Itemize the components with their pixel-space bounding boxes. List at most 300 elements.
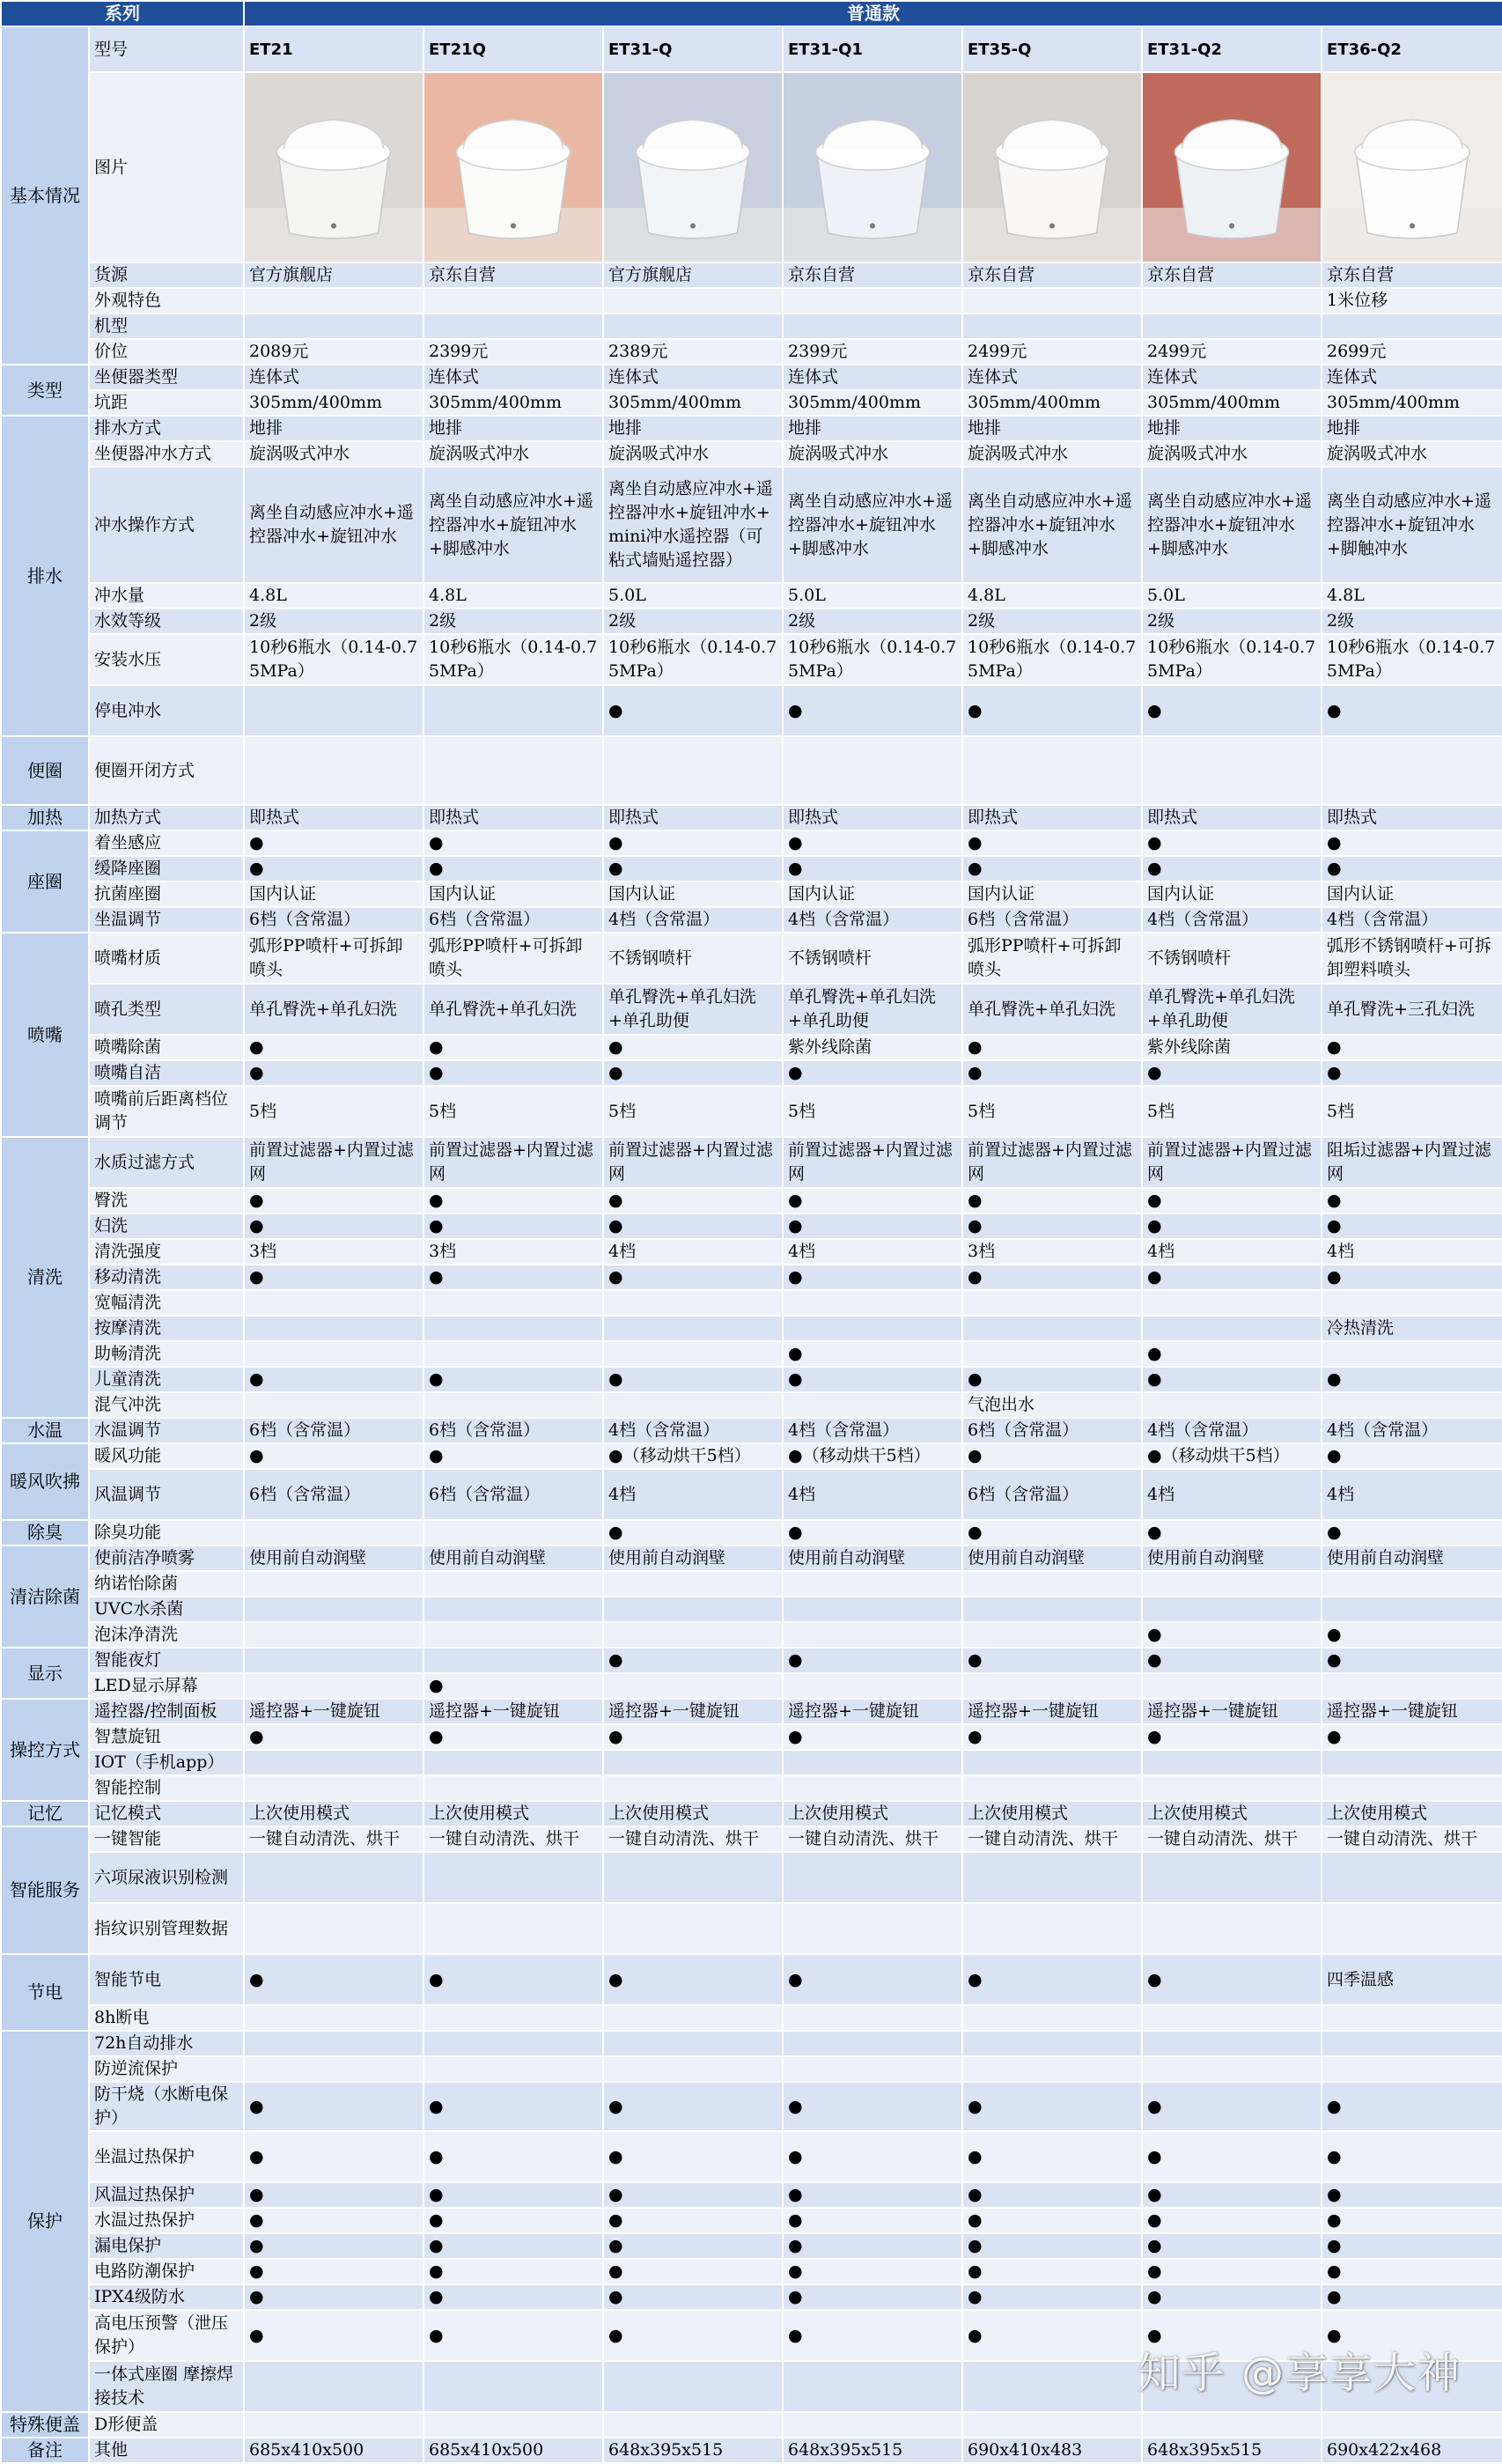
table-cell: [783, 736, 962, 805]
group-label: 排水: [1, 416, 89, 736]
table-row: [1, 1214, 1502, 1239]
available-dot: ●: [603, 1265, 783, 1290]
table-cell: 2389元: [603, 339, 783, 365]
available-dot: ●: [1322, 830, 1502, 856]
table-cell: 4档: [1142, 1469, 1322, 1520]
table-cell: 前置过滤器+内置过滤网: [423, 1137, 603, 1188]
available-dot: ●: [423, 1443, 603, 1469]
available-dot: ●: [1322, 1648, 1502, 1673]
table-cell: [423, 2031, 603, 2056]
table-cell: 离坐自动感应冲水+遥控器冲水+旋钮冲水+脚感冲水: [423, 467, 603, 583]
table-cell: [1142, 1775, 1322, 1801]
group-label: 便圈: [1, 736, 89, 805]
available-dot: ●: [962, 2131, 1142, 2182]
table-cell: 上次使用模式: [1322, 1801, 1502, 1826]
row-label: 喷嘴材质: [89, 933, 244, 984]
table-cell: [603, 2056, 783, 2082]
table-cell: [783, 1852, 962, 1903]
available-dot: ●: [1142, 2310, 1322, 2361]
table-row: [1, 2412, 1502, 2438]
table-row: [1, 26, 1502, 72]
available-dot: ●: [603, 2284, 783, 2310]
table-cell: 遥控器+一键旋钮: [1322, 1699, 1502, 1724]
table-cell: [1142, 314, 1322, 339]
table-cell: [603, 288, 783, 314]
table-cell: 2级: [423, 609, 603, 634]
table-cell: 648x395x515: [1142, 2438, 1322, 2463]
available-dot: ●: [1142, 1060, 1322, 1086]
table-cell: 地排: [783, 416, 962, 441]
row-label: 宽幅清洗: [89, 1290, 244, 1316]
table-cell: [783, 1290, 962, 1316]
table-cell: 离坐自动感应冲水+遥控器冲水+旋钮冲水: [244, 467, 423, 583]
row-label: 型号: [89, 26, 244, 72]
table-row: [1, 984, 1502, 1035]
table-cell: [1142, 1316, 1322, 1341]
available-dot: ●: [423, 2182, 603, 2208]
table-cell: [1142, 1673, 1322, 1699]
row-label: 冲水操作方式: [89, 467, 244, 583]
table-cell: 京东自营: [962, 262, 1142, 288]
available-dot: ●: [244, 2284, 423, 2310]
table-cell: [1322, 1571, 1502, 1597]
available-dot: ●: [962, 1724, 1142, 1750]
table-cell: 即热式: [603, 805, 783, 830]
group-label: 喷嘴: [1, 933, 89, 1137]
available-dot: ●: [1142, 1188, 1322, 1214]
table-cell: 5档: [962, 1086, 1142, 1137]
available-dot: ●: [1322, 2310, 1502, 2361]
toilet-icon: [963, 73, 1141, 262]
table-cell: 上次使用模式: [783, 1801, 962, 1826]
available-dot: ●: [1322, 2182, 1502, 2208]
available-dot: ●: [244, 830, 423, 856]
row-label: 按摩清洗: [89, 1316, 244, 1341]
table-cell: [603, 1597, 783, 1622]
table-cell: 离坐自动感应冲水+遥控器冲水+旋钮冲水+脚感冲水: [1142, 467, 1322, 583]
table-row: [1, 736, 1502, 805]
table-cell: [962, 1852, 1142, 1903]
table-row: [1, 467, 1502, 583]
table-cell: [244, 288, 423, 314]
available-dot: ●: [783, 2182, 962, 2208]
table-cell: [1142, 2056, 1322, 2082]
row-label: 货源: [89, 262, 244, 288]
table-cell: [423, 1571, 603, 1597]
table-cell: 6档（含常温）: [423, 1418, 603, 1443]
table-cell: [603, 2361, 783, 2412]
group-label: 操控方式: [1, 1699, 89, 1801]
available-dot: ●: [603, 1188, 783, 1214]
available-dot: ●: [962, 1060, 1142, 1086]
table-row: [1, 365, 1502, 390]
table-cell: 5档: [783, 1086, 962, 1137]
table-cell: 10秒6瓶水（0.14-0.75MPa）: [962, 634, 1142, 685]
table-cell: 5.0L: [783, 583, 962, 609]
available-dot: ●: [603, 1035, 783, 1060]
table-cell: 2级: [962, 609, 1142, 634]
table-cell: [423, 1852, 603, 1903]
watermark: 知乎 @享享大神: [1138, 2349, 1462, 2398]
available-dot: ●: [1142, 2131, 1322, 2182]
table-row: [1, 416, 1502, 441]
table-cell: 上次使用模式: [1142, 1801, 1322, 1826]
table-cell: [244, 1775, 423, 1801]
row-label: 使前洁净喷雾: [89, 1546, 244, 1571]
table-cell: [603, 1903, 783, 1954]
table-cell: 6档（含常温）: [962, 907, 1142, 933]
table-cell: 305mm/400mm: [603, 390, 783, 416]
table-cell: 地排: [962, 416, 1142, 441]
toilet-icon: [1143, 73, 1321, 262]
table-cell: 2089元: [244, 339, 423, 365]
table-cell: [962, 288, 1142, 314]
available-dot: ●: [962, 2310, 1142, 2361]
available-dot: ●: [1142, 2233, 1322, 2259]
row-label: 喷嘴前后距离档位调节: [89, 1086, 244, 1137]
table-row: [1, 1265, 1502, 1290]
toilet-icon: [1322, 73, 1502, 262]
available-dot: ●: [244, 2310, 423, 2361]
table-cell: 3档: [962, 1239, 1142, 1265]
table-row: [1, 2284, 1502, 2310]
table-cell: [1142, 1571, 1322, 1597]
table-cell: [423, 1316, 603, 1341]
table-cell: [1142, 1750, 1322, 1775]
row-label: 移动清洗: [89, 1265, 244, 1290]
table-cell: 不锈钢喷杆: [1142, 933, 1322, 984]
table-cell: 4档（含常温）: [783, 1418, 962, 1443]
table-cell: 遥控器+一键旋钮: [783, 1699, 962, 1724]
group-label: 水温: [1, 1418, 89, 1443]
table-cell: 旋涡吸式冲水: [603, 441, 783, 467]
table-cell: [783, 2056, 962, 2082]
table-cell: 使用前自动润壁: [783, 1546, 962, 1571]
available-dot: ●: [603, 685, 783, 736]
row-label: 一体式座圈 摩擦焊接技术: [89, 2361, 244, 2412]
group-label: 清洗: [1, 1137, 89, 1418]
table-cell: [244, 314, 423, 339]
available-dot: ●: [1142, 830, 1322, 856]
table-cell: 一键自动清洗、烘干: [244, 1826, 423, 1852]
available-dot: ●: [962, 1367, 1142, 1392]
table-cell: 冷热清洗: [1322, 1316, 1502, 1341]
available-dot: ●: [783, 1214, 962, 1239]
table-cell: [244, 1392, 423, 1418]
table-cell: [603, 2005, 783, 2031]
table-cell: [603, 1622, 783, 1648]
table-cell: [1142, 1290, 1322, 1316]
table-cell: 即热式: [962, 805, 1142, 830]
model-name: ET31-Q1: [783, 26, 962, 72]
table-cell: [783, 1316, 962, 1341]
available-dot: ●: [603, 2082, 783, 2131]
table-cell: 单孔臀洗+单孔妇洗+单孔助便: [1142, 984, 1322, 1035]
available-dot: ●: [1142, 1520, 1322, 1546]
available-dot: ●: [423, 1035, 603, 1060]
available-dot: ●: [423, 2259, 603, 2284]
table-cell: [783, 1571, 962, 1597]
product-photo: [1142, 72, 1322, 262]
table-cell: [1322, 1775, 1502, 1801]
available-dot: ●: [423, 1188, 603, 1214]
available-dot: ●: [1322, 2082, 1502, 2131]
table-cell: 京东自营: [1322, 262, 1502, 288]
table-row: [1, 1035, 1502, 1060]
table-cell: 前置过滤器+内置过滤网: [244, 1137, 423, 1188]
table-cell: 使用前自动润壁: [603, 1546, 783, 1571]
table-cell: [783, 2361, 962, 2412]
table-cell: 5.0L: [603, 583, 783, 609]
table-cell: 连体式: [783, 365, 962, 390]
table-cell: [423, 1520, 603, 1546]
table-cell: 地排: [1322, 416, 1502, 441]
table-cell: 6档（含常温）: [962, 1469, 1142, 1520]
row-label: 72h自动排水: [89, 2031, 244, 2056]
model-name: ET31-Q: [603, 26, 783, 72]
available-dot: ●: [244, 1060, 423, 1086]
table-row: [1, 1852, 1502, 1903]
table-cell: [962, 2031, 1142, 2056]
table-cell: 5档: [1142, 1086, 1322, 1137]
row-label: 智能夜灯: [89, 1648, 244, 1673]
table-cell: [423, 1392, 603, 1418]
table-cell: [423, 2056, 603, 2082]
table-cell: 前置过滤器+内置过滤网: [962, 1137, 1142, 1188]
available-dot: ●: [603, 2182, 783, 2208]
table-row: [1, 856, 1502, 882]
table-cell: 连体式: [962, 365, 1142, 390]
available-dot: ●: [962, 1648, 1142, 1673]
available-dot: ●: [244, 2259, 423, 2284]
table-cell: [603, 1673, 783, 1699]
available-dot: ●: [603, 2310, 783, 2361]
table-row: [1, 390, 1502, 416]
table-row: [1, 2310, 1502, 2361]
available-dot: ●: [962, 1214, 1142, 1239]
table-cell: [603, 1316, 783, 1341]
table-cell: [244, 1673, 423, 1699]
row-label: 冲水量: [89, 583, 244, 609]
table-row: [1, 1597, 1502, 1622]
table-cell: [603, 1750, 783, 1775]
available-dot: ●: [1322, 1520, 1502, 1546]
row-label: 风温过热保护: [89, 2182, 244, 2208]
table-cell: [783, 288, 962, 314]
row-label: 一键智能: [89, 1826, 244, 1852]
available-dot: ●: [1322, 1060, 1502, 1086]
available-dot: ●: [1322, 1035, 1502, 1060]
available-dot: ●: [1322, 1188, 1502, 1214]
available-dot: ●: [1142, 685, 1322, 736]
table-cell: [1322, 1290, 1502, 1316]
available-dot: ●: [783, 1724, 962, 1750]
group-label: 基本情况: [1, 26, 89, 365]
table-cell: ●（移动烘干5档）: [783, 1443, 962, 1469]
table-body: [1, 26, 1502, 2463]
row-label: 助畅清洗: [89, 1341, 244, 1367]
table-cell: [244, 1852, 423, 1903]
table-cell: 一键自动清洗、烘干: [603, 1826, 783, 1852]
table-cell: [603, 2412, 783, 2438]
available-dot: ●: [423, 1060, 603, 1086]
table-cell: 685x410x500: [423, 2438, 603, 2463]
table-cell: [423, 685, 603, 736]
available-dot: ●: [1142, 1622, 1322, 1648]
table-row: [1, 1571, 1502, 1597]
row-label: 水质过滤方式: [89, 1137, 244, 1188]
table-cell: [1322, 1673, 1502, 1699]
row-label: 纳诺怡除菌: [89, 1571, 244, 1597]
available-dot: ●: [423, 2284, 603, 2310]
available-dot: ●: [603, 2208, 783, 2233]
row-label: 防干烧（水断电保护）: [89, 2082, 244, 2131]
table-cell: 地排: [603, 416, 783, 441]
table-cell: 305mm/400mm: [1322, 390, 1502, 416]
model-name: ET21: [244, 26, 423, 72]
table-cell: 上次使用模式: [962, 1801, 1142, 1826]
table-cell: 使用前自动润壁: [423, 1546, 603, 1571]
row-label: 高电压预警（泄压保护）: [89, 2310, 244, 2361]
available-dot: ●: [603, 1954, 783, 2005]
table-cell: [962, 1673, 1142, 1699]
available-dot: ●: [423, 1724, 603, 1750]
table-cell: [962, 2005, 1142, 2031]
table-row: [1, 634, 1502, 685]
available-dot: ●: [1322, 1443, 1502, 1469]
table-cell: [783, 1622, 962, 1648]
available-dot: ●: [783, 2310, 962, 2361]
available-dot: ●: [244, 2082, 423, 2131]
table-cell: 2级: [1322, 609, 1502, 634]
table-row: [1, 314, 1502, 339]
table-cell: [423, 1622, 603, 1648]
table-cell: [423, 1341, 603, 1367]
row-label: 缓降座圈: [89, 856, 244, 882]
table-cell: 阻垢过滤器+内置过滤网: [1322, 1137, 1502, 1188]
table-cell: [244, 2412, 423, 2438]
table-cell: [962, 1316, 1142, 1341]
table-cell: ●（移动烘干5档）: [1142, 1443, 1322, 1469]
available-dot: ●: [1142, 1724, 1322, 1750]
table-cell: 10秒6瓶水（0.14-0.75MPa）: [1322, 634, 1502, 685]
available-dot: ●: [783, 2208, 962, 2233]
available-dot: ●: [423, 830, 603, 856]
table-row: [1, 805, 1502, 830]
row-label: 坑距: [89, 390, 244, 416]
table-cell: 即热式: [1142, 805, 1322, 830]
group-label: 记忆: [1, 1801, 89, 1826]
table-cell: [423, 314, 603, 339]
table-cell: 4档: [1142, 1239, 1322, 1265]
table-cell: 遥控器+一键旋钮: [1142, 1699, 1322, 1724]
available-dot: ●: [1142, 2208, 1322, 2233]
table-cell: [783, 1597, 962, 1622]
row-label: 混气冲洗: [89, 1392, 244, 1418]
row-label: 清洗强度: [89, 1239, 244, 1265]
table-cell: [244, 1622, 423, 1648]
table-cell: [244, 1520, 423, 1546]
table-cell: [1322, 2056, 1502, 2082]
available-dot: ●: [603, 856, 783, 882]
available-dot: ●: [1322, 2233, 1502, 2259]
table-cell: 10秒6瓶水（0.14-0.75MPa）: [423, 634, 603, 685]
available-dot: ●: [1322, 856, 1502, 882]
table-cell: [423, 1597, 603, 1622]
table-cell: 648x395x515: [603, 2438, 783, 2463]
row-label: 六项尿液识别检测: [89, 1852, 244, 1903]
available-dot: ●: [423, 1265, 603, 1290]
table-row: [1, 2082, 1502, 2131]
table-row: [1, 583, 1502, 609]
row-label: 水温调节: [89, 1418, 244, 1443]
available-dot: ●: [962, 2233, 1142, 2259]
table-cell: [244, 1290, 423, 1316]
available-dot: ●: [244, 2131, 423, 2182]
table-cell: 旋涡吸式冲水: [1142, 441, 1322, 467]
table-row: [1, 2182, 1502, 2208]
available-dot: ●: [244, 1367, 423, 1392]
available-dot: ●: [1142, 1648, 1322, 1673]
row-label: 智能节电: [89, 1954, 244, 2005]
row-label: 风温调节: [89, 1469, 244, 1520]
model-name: ET36-Q2: [1322, 26, 1502, 72]
available-dot: ●: [962, 1954, 1142, 2005]
table-row: [1, 2361, 1502, 2412]
table-cell: 上次使用模式: [244, 1801, 423, 1826]
available-dot: ●: [1142, 1265, 1322, 1290]
available-dot: ●: [783, 1648, 962, 1673]
table-cell: [423, 1290, 603, 1316]
table-cell: 10秒6瓶水（0.14-0.75MPa）: [783, 634, 962, 685]
available-dot: ●: [423, 1954, 603, 2005]
row-label: 便圈开闭方式: [89, 736, 244, 805]
table-cell: 一键自动清洗、烘干: [1322, 1826, 1502, 1852]
table-cell: 2399元: [423, 339, 603, 365]
table-cell: [783, 2031, 962, 2056]
table-cell: 国内认证: [1322, 882, 1502, 907]
row-label: 水温过热保护: [89, 2208, 244, 2233]
available-dot: ●: [603, 1724, 783, 1750]
available-dot: ●: [603, 1520, 783, 1546]
available-dot: ●: [244, 2233, 423, 2259]
table-cell: [603, 1571, 783, 1597]
table-cell: 气泡出水: [962, 1392, 1142, 1418]
table-cell: 4档（含常温）: [1142, 907, 1322, 933]
available-dot: ●: [962, 2082, 1142, 2131]
available-dot: ●: [783, 2082, 962, 2131]
available-dot: ●: [962, 1520, 1142, 1546]
available-dot: ●: [783, 2259, 962, 2284]
table-cell: 一键自动清洗、烘干: [783, 1826, 962, 1852]
group-label: 加热: [1, 805, 89, 830]
available-dot: ●: [244, 1265, 423, 1290]
table-cell: 离坐自动感应冲水+遥控器冲水+旋钮冲水+mini冲水遥控器（可粘式墙贴遥控器）: [603, 467, 783, 583]
available-dot: ●: [783, 1341, 962, 1367]
table-cell: [603, 736, 783, 805]
table-cell: 京东自营: [783, 262, 962, 288]
table-cell: [962, 1341, 1142, 1367]
table-cell: 国内认证: [244, 882, 423, 907]
group-label: 节电: [1, 1954, 89, 2031]
available-dot: ●: [1322, 685, 1502, 736]
table-cell: 305mm/400mm: [783, 390, 962, 416]
table-row: [1, 1750, 1502, 1775]
table-cell: 弧形PP喷杆+可拆卸喷头: [962, 933, 1142, 984]
table-cell: 4档: [1322, 1469, 1502, 1520]
table-row: [1, 1290, 1502, 1316]
table-row: [1, 288, 1502, 314]
